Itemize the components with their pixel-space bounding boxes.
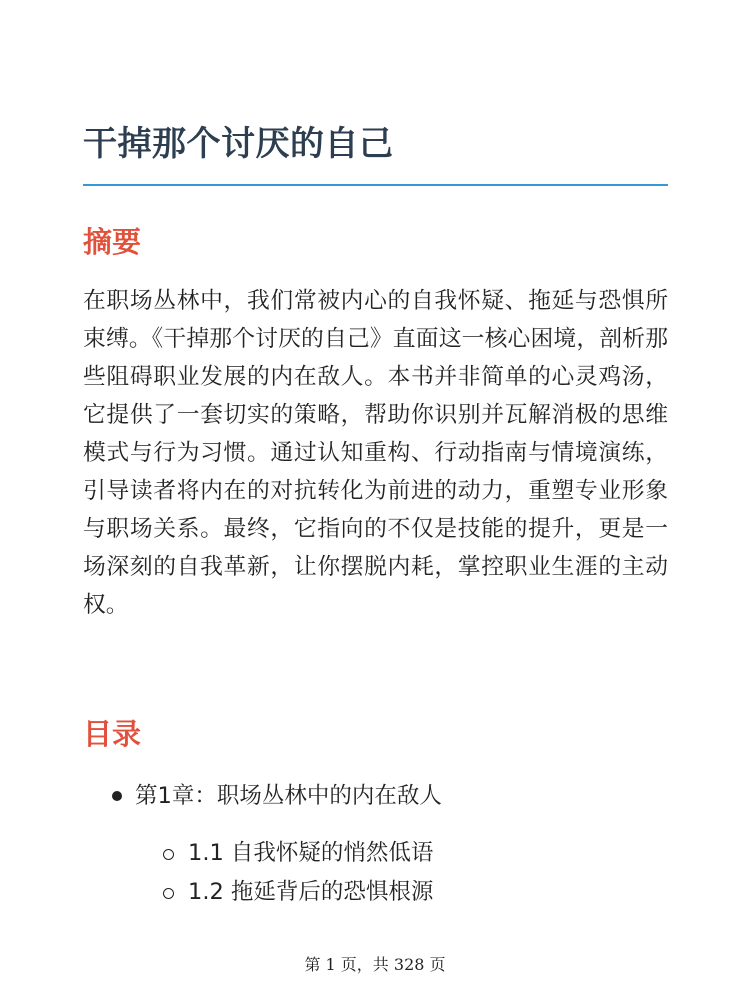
toc-list xyxy=(83,776,668,816)
bullet-circle-icon xyxy=(163,888,174,899)
abstract-heading: 摘要 xyxy=(83,225,142,259)
toc-section-1-1 xyxy=(83,834,668,873)
toc-sublist xyxy=(83,834,668,912)
bullet-circle-icon xyxy=(163,849,174,860)
toc-section-label: 1.2 拖延背后的恐惧根源 xyxy=(188,879,434,905)
title-divider xyxy=(83,184,668,186)
bullet-disc-icon xyxy=(112,791,122,801)
toc-section-1-2 xyxy=(83,873,668,912)
abstract-paragraph: 在职场丛林中，我们常被内心的自我怀疑、拖延与恐惧所束缚。《干掉那个讨厌的自己》直面这一核心困境，剖析那些阻碍职业发展的内在敌人。本书并非简单的心灵鸡汤，它提供了一套切实的策略，帮助你识别并瓦解消极的思维模式与行为习惯。通过认知重构、行动指南与情境演练，引导读者将内在的对抗转化为前进的动力，重塑专业形象与职场关系。最终，它指向的不仅是技能的提升，更是一场深刻的自我革新，让你摆脱内耗，掌控职业生涯的主动权。 xyxy=(83,288,668,618)
toc-chapter-label: 第1章：职场丛林中的内在敌人 xyxy=(135,783,442,809)
book-title: 干掉那个讨厌的自己 xyxy=(83,124,394,164)
toc-heading: 目录 xyxy=(83,717,142,751)
page-number-footer: 第 1 页，共 328 页 xyxy=(304,955,446,974)
toc-chapter-1 xyxy=(83,776,668,816)
toc-section-label: 1.1 自我怀疑的悄然低语 xyxy=(188,840,434,866)
